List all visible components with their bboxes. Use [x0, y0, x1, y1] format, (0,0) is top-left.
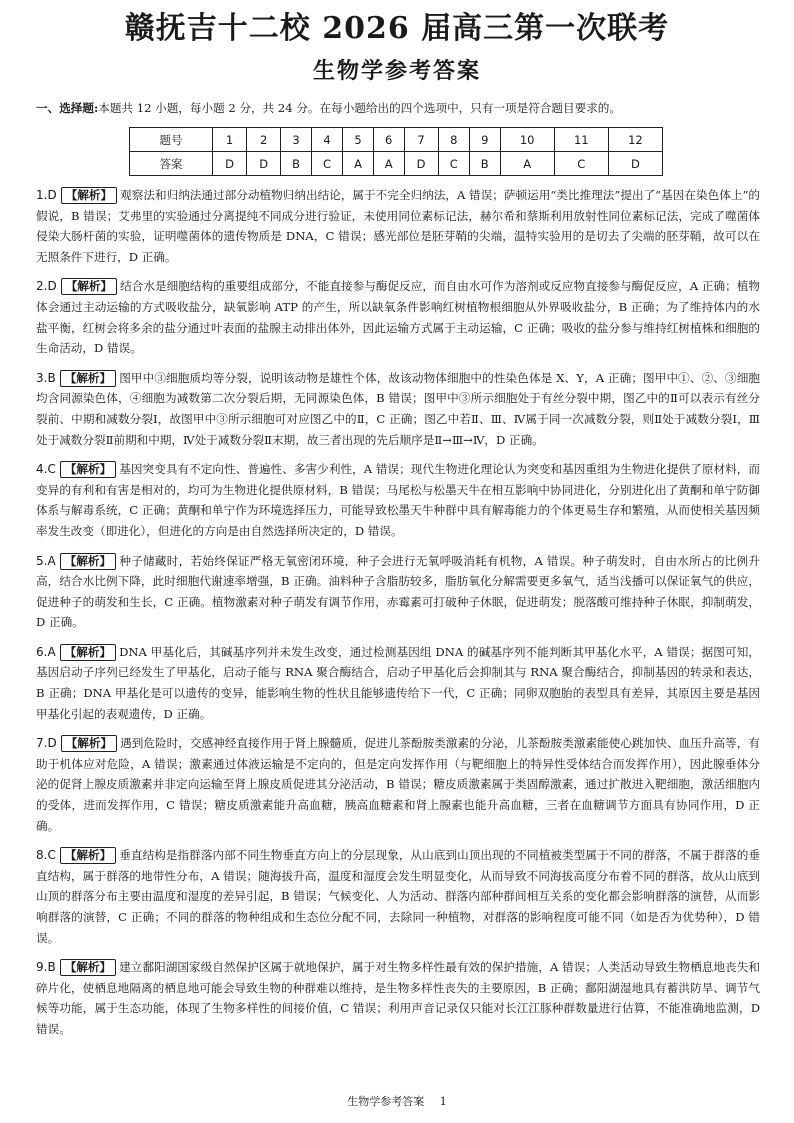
answer-key-title: 生物学参考答案 [312, 58, 481, 84]
question-number: 10 [500, 128, 554, 152]
question-number: 5 [343, 128, 374, 152]
analysis-tag: 【解析】 [60, 847, 116, 864]
answer-cell: B [469, 152, 500, 176]
page-number: 1 [439, 1095, 447, 1108]
item-number: 4.C [36, 462, 56, 477]
explanation-item-2 [36, 276, 760, 358]
answer-cell: C [554, 152, 608, 176]
answer-cell: D [404, 152, 438, 176]
answer-cell: B [281, 152, 312, 176]
answer-cell: A [343, 152, 374, 176]
item-text: 垂直结构是指群落内部不同生物垂直方向上的分层现象，从山底到山顶出现的不同植被类型属于不同的群落，不属于群落的垂直结构，属于群落的地带性分布，A 错误；随海拔升高，温度和湿度会发生明显变化，从而导致不同海拔高度分布着不同的群落，故从山底到山顶的群落分布主要由温度和湿度的差异引起，B 错误；气候变化、人为活动、群落内部种群间相互关系的变化都会影响群落的演替，从而影响群落的演替，C 正确；不同的群落的物种组成和生态位分配不同，去除同一种植物，对群落的影响程度可能不同（如是否为优势种），D 错误。 [36, 848, 760, 945]
explanation-list [36, 185, 760, 1049]
explanation-item-1 [36, 185, 760, 267]
item-text: 遇到危险时，交感神经直接作用于肾上腺髓质，促进儿茶酚胺类激素的分泌，儿茶酚胺类激素能使心跳加快、血压升高等，有助于机体应对危险，A 错误；激素通过体液运输是不定向的，但是定向发挥作用（与靶细胞上的特异性受体结合而发挥作用），因此腺垂体分泌的促肾上腺皮质激素并非定向运输至肾上腺皮质促进其分泌活动，B 错误；糖皮质激素属于类固醇激素，通过扩散进入靶细胞，激活细胞内的受体，进而发挥作用，C 错误；糖皮质激素能升高血糖，胰高血糖素和肾上腺素也能升高血糖，三者在血糖调节方面具有协同作用，D 正确。 [36, 736, 760, 833]
item-text: 图甲中③细胞质均等分裂，说明该动物是雄性个体，故该动物体细胞中的性染色体是 X、Y，A 正确；图甲中①、②、③细胞均含同源染色体，④细胞为减数第二次分裂后期，无同源染色体，B 错误；图甲中③所示细胞处于有丝分裂中期，图乙中的Ⅱ可以表示有丝分裂前、中期和减数分裂Ⅰ，故图甲中③所示细胞可对应图乙中的Ⅱ，C 正确；图乙中若Ⅱ、Ⅲ、Ⅳ属于同一次减数分裂，则Ⅱ处于减数分裂Ⅰ，Ⅲ处于减数分裂Ⅱ前期和中期，Ⅳ处于减数分裂Ⅱ末期，故三者出现的先后顺序是Ⅱ→Ⅲ→Ⅳ，D 正确。 [36, 370, 760, 447]
analysis-tag: 【解析】 [60, 959, 116, 976]
explanation-item-5 [36, 551, 760, 633]
analysis-tag: 【解析】 [61, 278, 117, 295]
answer-table-number-row [130, 128, 663, 152]
analysis-tag: 【解析】 [60, 370, 116, 387]
question-number: 9 [469, 128, 500, 152]
section-heading [36, 98, 766, 118]
analysis-tag: 【解析】 [61, 187, 117, 204]
question-number: 7 [404, 128, 438, 152]
explanation-item-8 [36, 845, 760, 948]
question-number: 6 [373, 128, 404, 152]
item-text: 结合水是细胞结构的重要组成部分，不能直接参与酶促反应，而自由水可作为溶剂或反应物直接参与酶促反应，A 正确；植物体会通过主动运输的方式吸收盐分，缺氧影响 ATP 的产生，所以缺氧条件影响红树植物根细胞从外界吸收盐分，B 正确；为了维持体内的水盐平衡，红树会将多余的盐分通过叶表面的盐腺主动排出体外，因此运输方式属于主动运输，C 正确；吸收的盐分参与维持红树植株和细胞的生命活动，D 错误。 [36, 279, 760, 356]
question-number: 8 [438, 128, 469, 152]
item-text: DNA 甲基化后，其碱基序列并未发生改变，通过检测基因组 DNA 的碱基序列不能判断其甲基化水平，A 错误；据图可知，基因启动子序列已经发生了甲基化，启动子能与 RNA 聚合酶结合，启动子甲基化后会抑制其与 RNA 聚合酶结合，抑制基因的转录和表达，B 正确；DNA 甲基化是可以遗传的变异，能影响生物的性状且能够遗传给下一代，C 正确；同卵双胞胎的表型具有差异，其原因主要是基因甲基化引起的表观遗传，D 正确。 [36, 644, 760, 721]
question-number: 1 [213, 128, 247, 152]
answer-table-answer-row [130, 152, 663, 176]
section-label: 一、选择题: [36, 101, 99, 115]
analysis-tag: 【解析】 [60, 461, 116, 478]
page-footer [0, 1094, 794, 1110]
explanation-item-4 [36, 459, 760, 541]
answer-cell: C [438, 152, 469, 176]
answer-cell: C [311, 152, 342, 176]
question-number: 11 [554, 128, 608, 152]
exam-title: 赣抚吉十二校 2026 届高三第一次联考 [124, 11, 670, 46]
item-number: 1.D [36, 188, 57, 202]
analysis-tag: 【解析】 [61, 735, 117, 752]
item-number: 5.A [36, 553, 56, 568]
item-text: 种子储藏时，若始终保证严格无氧密闭环境，种子会进行无氧呼吸消耗有机物，A 错误。种子萌发时，自由水所占的比例升高，结合水比例下降，此时细胞代谢速率增强，B 正确。油料种子含脂肪较多，脂肪氧化分解需要更多氧气，适当浅播可以保证氧气的供应，促进种子的萌发和生长，C 正确。植物激素对种子萌发有调节作用，赤霉素可打破种子休眠，促进萌发；脱落酸可维持种子休眠，抑制萌发，D 正确。 [36, 553, 760, 630]
item-text: 基因突变具有不定向性、普遍性、多害少利性，A 错误；现代生物进化理论认为突变和基因重组为生物进化提供了原材料，而变异的有利和有害是相对的，均可为生物进化提供原材料，B 错误；马尾松与松墨天牛在相互影响中协同进化，分别进化出了黄酮和单宁防御体系与解毒系统，C 正确；黄酮和单宁作为环境选择压力，可能导致松墨天牛种群中具有解毒能力的个体更易生存和繁殖，从而使相关基因频率发生改变（即进化），但进化的方向是由自然选择所决定的，D 错误。 [36, 462, 760, 538]
analysis-tag: 【解析】 [60, 644, 116, 661]
answer-table [129, 127, 663, 176]
explanation-item-3 [36, 368, 760, 450]
footer-label: 生物学参考答案 [347, 1095, 425, 1108]
explanation-item-7 [36, 733, 760, 836]
item-number: 7.D [36, 736, 57, 751]
answer-cell: D [608, 152, 662, 176]
item-number: 9.B [36, 960, 56, 975]
section-instructions: 本题共 12 小题，每小题 2 分，共 24 分。在每小题给出的四个选项中，只有一项是符合题目要求的。 [98, 101, 621, 115]
explanation-item-6 [36, 642, 760, 724]
row-label-numbers: 题号 [130, 128, 213, 152]
question-number: 3 [281, 128, 312, 152]
answer-cell: D [247, 152, 281, 176]
item-number: 8.C [36, 848, 56, 863]
item-text: 观察法和归纳法通过部分动植物归纳出结论，属于不完全归纳法，A 错误；萨顿运用“类比推理法”提出了“基因在染色体上”的假说，B 错误；艾弗里的实验通过分离提纯不同成分进行验证，未使用同位素标记法，赫尔希和蔡斯利用放射性同位素标记法，完成了噬菌体侵染大肠杆菌的实验，证明噬菌体的遗传物质是 DNA，C 错误；感光部位是胚芽鞘的尖端，温特实验用的是切去了尖端的胚芽鞘，故可以在无照条件下进行，D 正确。 [36, 188, 760, 264]
item-number: 2.D [36, 279, 57, 294]
answer-cell: A [500, 152, 554, 176]
question-number: 12 [608, 128, 662, 152]
item-number: 6.A [36, 644, 56, 659]
analysis-tag: 【解析】 [60, 553, 116, 570]
question-number: 4 [311, 128, 342, 152]
row-label-answers: 答案 [130, 152, 213, 176]
item-number: 3.B [36, 370, 56, 385]
item-text: 建立鄱阳湖国家级自然保护区属于就地保护，属于对生物多样性最有效的保护措施，A 错误；人类活动导致生物栖息地丧失和碎片化，使栖息地隔离的栖息地可能会导致生物的种群难以维持，是生物多样性丧失的主要原因，B 正确；鄱阳湖湿地具有蓄洪防旱、调节气候等功能，属于生态功能，体现了生物多样性的间接价值，C 错误；利用声音记录仅只能对长江江豚种群数量进行估算，不能准确地监测，D 错误。 [36, 960, 760, 1036]
answer-cell: A [373, 152, 404, 176]
question-number: 2 [247, 128, 281, 152]
explanation-item-9 [36, 957, 760, 1039]
answer-cell: D [213, 152, 247, 176]
